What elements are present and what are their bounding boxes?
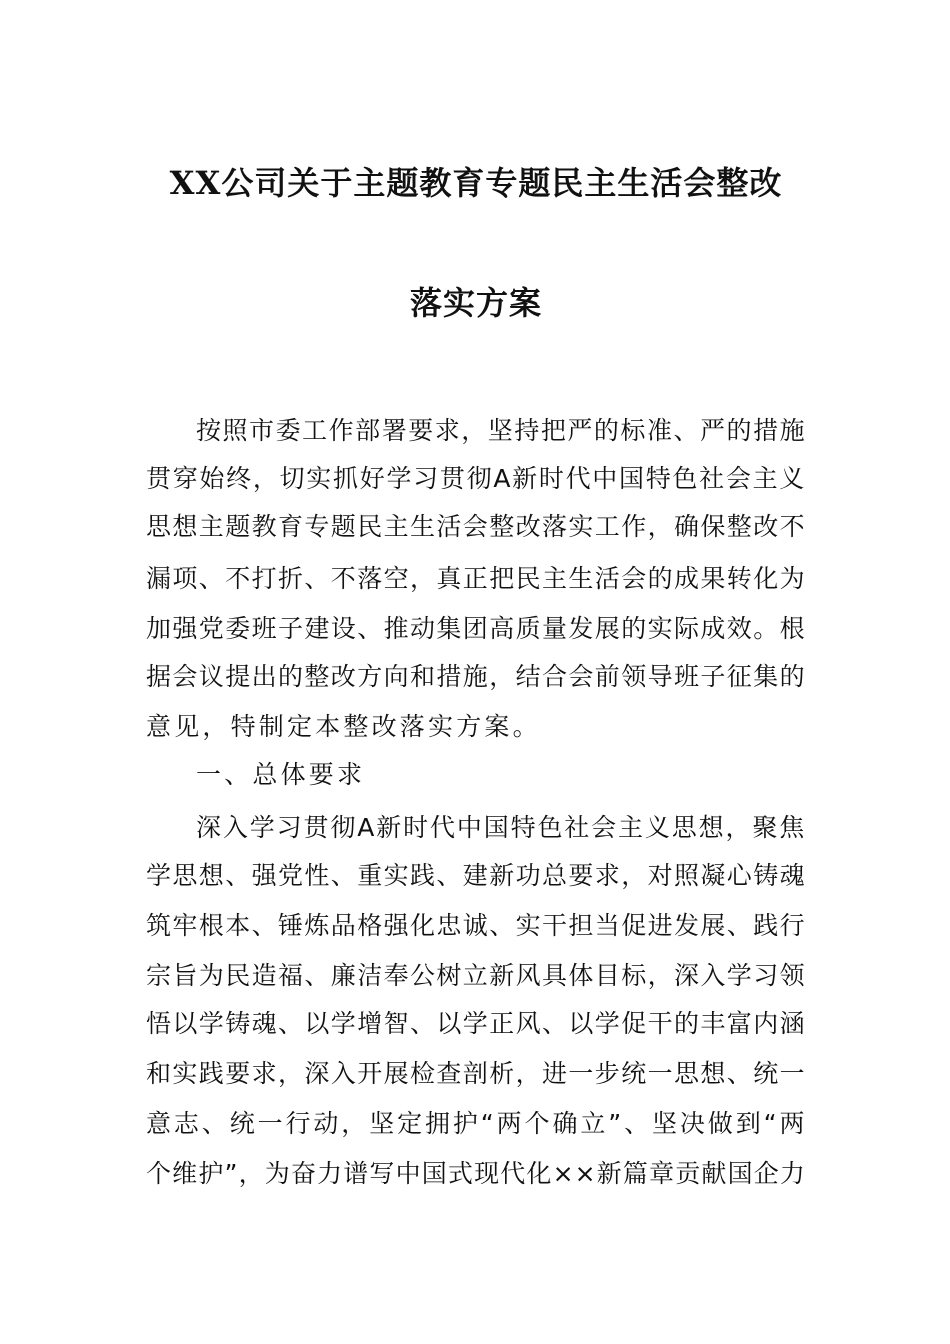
paragraph-2-line-4: 宗旨为民造福、廉洁奉公树立新风具体目标，深入学习领 <box>146 961 807 990</box>
section-1-heading: 一、总体要求 <box>196 760 366 789</box>
paragraph-2-line-6: 和实践要求，深入开展检查剖析，进一步统一思想、统一 <box>146 1059 807 1088</box>
paragraph-2-line-5: 悟以学铸魂、以学增智、以学正风、以学促干的丰富内涵 <box>146 1009 807 1038</box>
paragraph-1-line-6: 据会议提出的整改方向和措施，结合会前领导班子征集的 <box>146 662 807 691</box>
paragraph-1-line-1: 按照市委工作部署要求，坚持把严的标准、严的措施 <box>196 416 806 445</box>
paragraph-2-line-3: 筑牢根本、锤炼品格强化忠诚、实干担当促进发展、践行 <box>146 911 807 940</box>
paragraph-2-line-7: 意志、统一行动，坚定拥护“两个确立”、坚决做到“两 <box>146 1109 808 1138</box>
document-title-line-1: XX公司关于主题教育专题民主生活会整改 <box>169 164 783 202</box>
paragraph-1-line-5: 加强党委班子建设、推动集团高质量发展的实际成效。根 <box>146 614 807 643</box>
document-title-line-2: 落实方案 <box>409 284 542 322</box>
paragraph-2-line-1: 深入学习贯彻A新时代中国特色社会主义思想，聚焦 <box>196 813 806 842</box>
paragraph-1-line-7: 意见，特制定本整改落实方案。 <box>146 712 541 741</box>
paragraph-2-line-2: 学思想、强党性、重实践、建新功总要求，对照凝心铸魂 <box>146 861 807 890</box>
paragraph-2-line-8: 个维护”，为奋力谱写中国式现代化××新篇章贡献国企力 <box>146 1159 806 1188</box>
paragraph-1-line-3: 思想主题教育专题民主生活会整改落实工作，确保整改不 <box>146 512 807 541</box>
paragraph-1-line-2: 贯穿始终，切实抓好学习贯彻A新时代中国特色社会主义 <box>146 464 806 493</box>
paragraph-1-line-4: 漏项、不打折、不落空，真正把民主生活会的成果转化为 <box>146 564 807 593</box>
